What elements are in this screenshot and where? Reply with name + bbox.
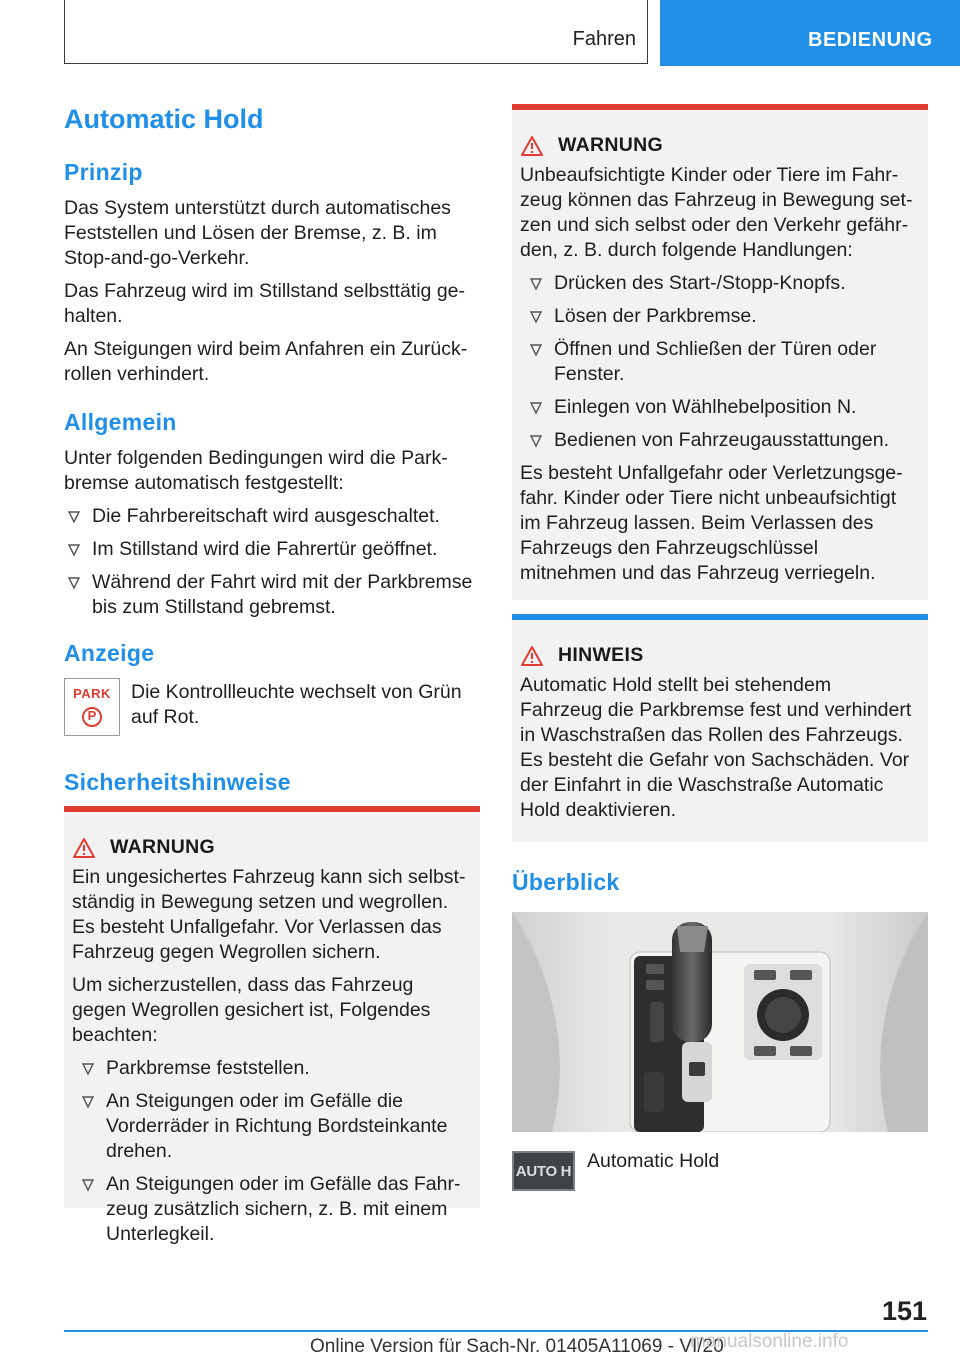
list-item: Parkbremse feststellen. — [78, 1056, 470, 1081]
paragraph: Um sicherzustellen, dass das Fahrzeug gegen Wegrollen gesichert ist, Folgendes beachten: — [72, 974, 431, 1046]
paragraph: Ein ungesichertes Fahrzeug kann sich selbstständig in Bewegung setzen und wegrollen. Es besteht Unfallgefahr. Vor Verlassen das Fahrzeug gegen Wegrollen sichern. — [72, 866, 466, 963]
warning-list — [72, 1056, 470, 1247]
warning-box-1 — [64, 806, 480, 1245]
park-brake-indicator-icon — [64, 678, 120, 736]
park-icon-label: PARK — [73, 686, 111, 701]
heading-ueberblick: Überblick — [512, 869, 620, 895]
auto-h-button-icon — [512, 1151, 575, 1191]
paragraph: Das System unterstützt durch automatisches Feststellen und Lösen der Bremse, z. B. im Stop-and-go-Verkehr. — [64, 197, 451, 269]
allgemein-text — [64, 446, 482, 628]
triangle-bullet-icon — [529, 396, 543, 420]
triangle-bullet-icon — [67, 505, 81, 529]
warning-triangle-icon — [72, 837, 96, 859]
triangle-bullet-icon — [81, 1057, 95, 1081]
triangle-bullet-icon — [529, 305, 543, 329]
list-item: Bedienen von Fahrzeugausstattungen. — [526, 428, 918, 453]
paragraph: Unbeaufsichtigte Kinder oder Tiere im Fahrzeug können das Fahrzeug in Bewegung setzen und sich selbst oder den Verkehr gefährden, z. B. durch folgende Handlungen: — [520, 164, 913, 261]
header-tab[interactable] — [660, 0, 960, 66]
list-item: An Steigungen oder im Gefälle die Vorderräder in Richtung Bordsteinkante drehen. — [78, 1089, 470, 1164]
conditions-list — [64, 504, 482, 620]
notice-body: Automatic Hold stellt bei stehendem Fahrzeug die Parkbremse fest und verhindert in Waschstraßen das Rollen des Fahrzeugs. Es besteht die Gefahr von Sachschäden. Vor der Einfahrt in die Waschstraße Automatic Hold deaktivieren. — [520, 674, 912, 821]
warning-list — [520, 271, 918, 453]
center-console-image — [512, 912, 928, 1132]
auto-h-label: AUTO H — [515, 1162, 572, 1180]
watermark: manualsonline.info — [690, 1331, 849, 1352]
warning-triangle-icon — [520, 135, 544, 157]
list-item: Drücken des Start-/Stopp-Knopfs. — [526, 271, 918, 296]
triangle-bullet-icon — [529, 429, 543, 453]
footer-version: Online Version für Sach-Nr. 01405A11069 - VI/20 — [310, 1336, 724, 1357]
warning-body — [520, 163, 918, 586]
paragraph: Das Fahrzeug wird im Stillstand selbsttätig gehalten. — [64, 280, 466, 327]
triangle-bullet-icon — [81, 1090, 95, 1114]
triangle-bullet-icon — [529, 338, 543, 362]
warning-box-2 — [512, 104, 928, 600]
paragraph: Es besteht Unfallgefahr oder Verletzungsgefahr. Kinder oder Tiere nicht unbeaufsichtigt im Fahrzeug lassen. Beim Verlassen des Fahrzeugs den Fahrzeugschlüssel mitnehmen und das Fahrzeug verriegeln. — [520, 462, 903, 584]
triangle-bullet-icon — [67, 571, 81, 595]
anzeige-text: Die Kontrollleuchte wechselt von Grün auf Rot. — [131, 681, 462, 728]
warning-title: WARNUNG — [72, 836, 470, 859]
park-p-letter: P — [87, 708, 97, 723]
list-item: Während der Fahrt wird mit der Parkbremse bis zum Stillstand gebremst. — [64, 570, 482, 620]
list-item: Die Fahrbereitschaft wird ausgeschaltet. — [64, 504, 482, 529]
heading-allgemein: Allgemein — [64, 409, 177, 435]
prinzip-text — [64, 196, 484, 395]
header-section-title: Fahren — [572, 28, 636, 50]
paragraph: An Steigungen wird beim Anfahren ein Zurückrollen verhindert. — [64, 338, 468, 385]
page-number: 151 — [881, 1296, 927, 1326]
page-title: Automatic Hold — [64, 104, 264, 134]
list-item: Lösen der Parkbremse. — [526, 304, 918, 329]
notice-title: HINWEIS — [520, 644, 918, 667]
triangle-bullet-icon — [529, 272, 543, 296]
heading-prinzip: Prinzip — [64, 159, 143, 185]
heading-sicherheitshinweise: Sicherheitshinweise — [64, 769, 291, 795]
warning-title: WARNUNG — [520, 134, 918, 157]
notice-box — [512, 614, 928, 842]
warning-triangle-icon — [520, 645, 544, 667]
warning-body — [72, 865, 470, 1247]
list-item: Öffnen und Schließen der Türen oder Fenster. — [526, 337, 918, 387]
header-frame — [64, 0, 648, 64]
heading-anzeige: Anzeige — [64, 640, 155, 666]
triangle-bullet-icon — [81, 1173, 95, 1197]
list-item: An Steigungen oder im Gefälle das Fahrzeug zusätzlich sichern, z. B. mit einem Unterlegkeil. — [78, 1172, 470, 1247]
triangle-bullet-icon — [67, 538, 81, 562]
paragraph: Unter folgenden Bedingungen wird die Parkbremse automatisch festgestellt: — [64, 447, 448, 494]
list-item: Einlegen von Wählhebelposition N. — [526, 395, 918, 420]
header-tab-label: BEDIENUNG — [808, 29, 933, 51]
auto-h-caption: Automatic Hold — [587, 1150, 720, 1172]
list-item: Im Stillstand wird die Fahrertür geöffnet. — [64, 537, 482, 562]
